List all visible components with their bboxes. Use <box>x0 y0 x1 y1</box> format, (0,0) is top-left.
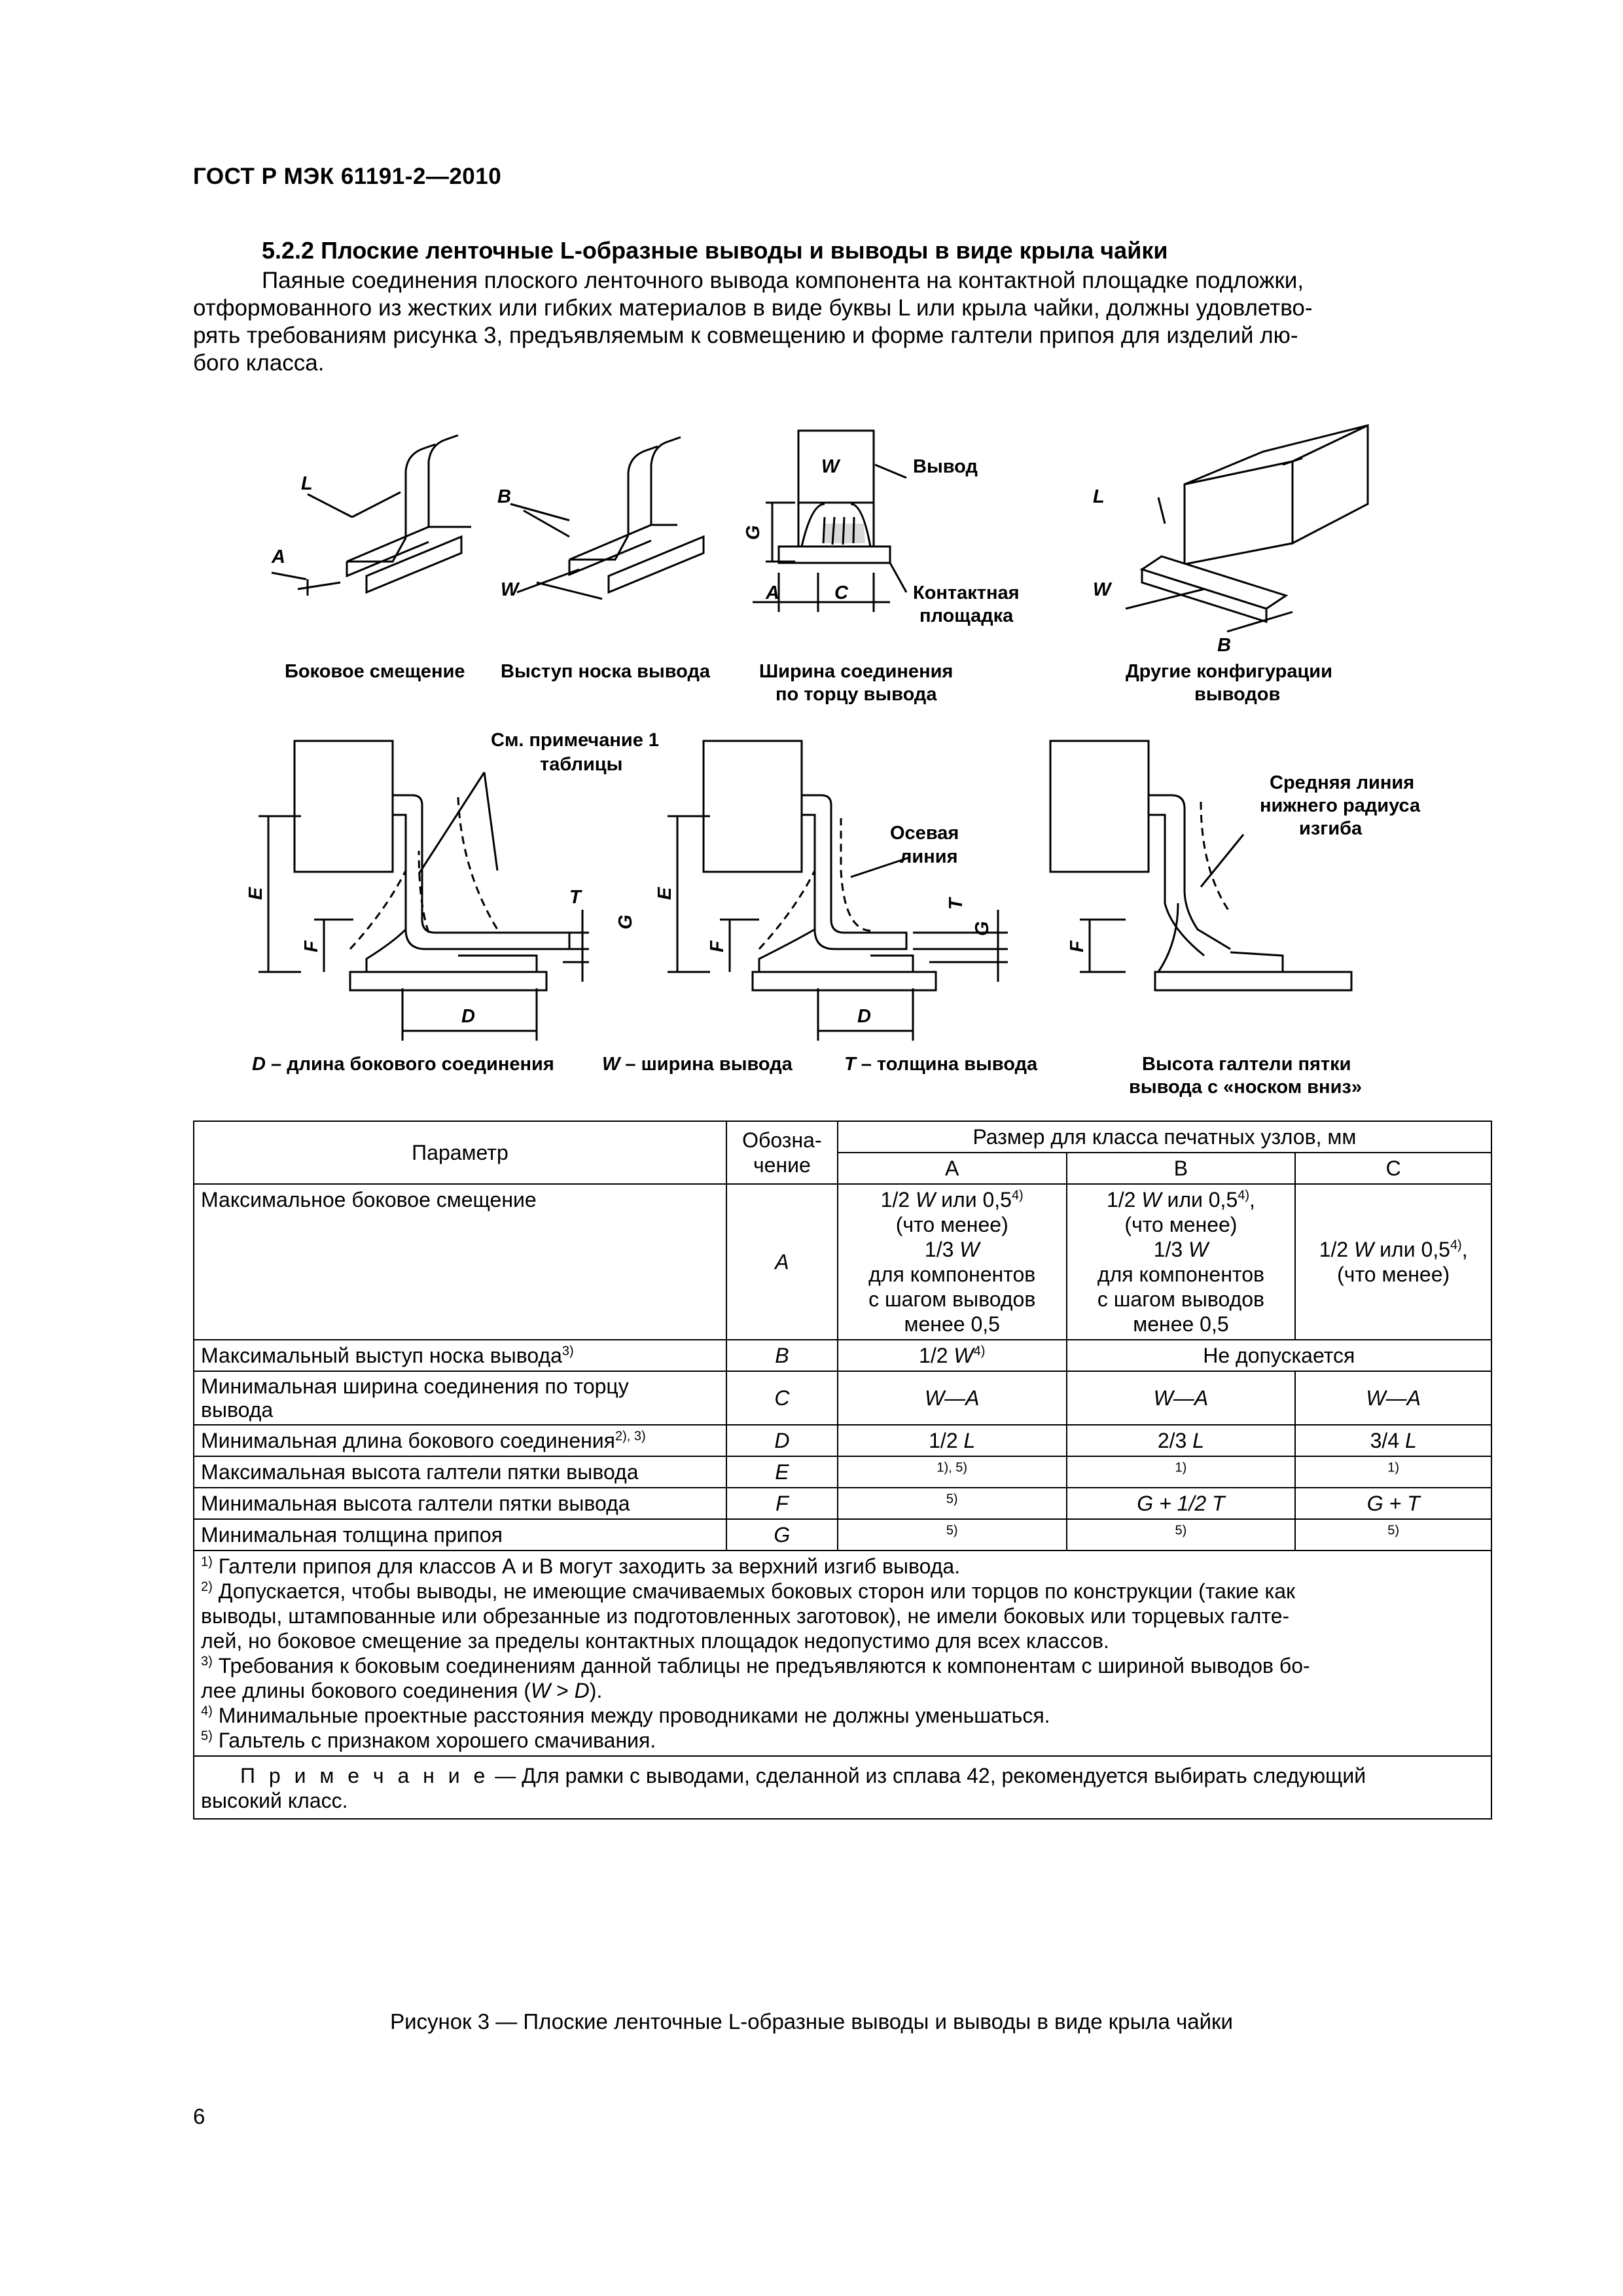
table-row <box>194 1456 1491 1488</box>
callout-see-note-line2: таблицы <box>540 754 623 775</box>
row-name: Минимальная ширина соединения по торцу вывода <box>194 1371 726 1425</box>
cell-class-c: 1/2 W или 0,5$^{4)}$, (что менее) <box>1295 1184 1491 1340</box>
cell-class-bc: Не допускается <box>1067 1340 1491 1371</box>
cell-class-a: 5) <box>838 1519 1067 1551</box>
cell-class-a: W—A <box>838 1371 1067 1425</box>
caption-end-width-line2: по торцу вывода <box>776 684 937 705</box>
callout-midline-line3: изгиба <box>1299 818 1363 839</box>
table-row <box>194 1519 1491 1551</box>
row-name: Минимальная длина бокового соединения$^{2), 3)}$ <box>194 1425 726 1456</box>
cell-class-a: 1/2 W или 0,5$^{4)}$ (что менее) 1/3 W для компонентов с шагом выводов менее 0,5 <box>838 1184 1067 1340</box>
cell-class-a: 1), 5) <box>838 1456 1067 1488</box>
note-label: П р и м е ч а н и е <box>240 1764 490 1787</box>
label-F-6: F <box>707 941 728 952</box>
footnote-3: $^{3)}$ Требования к боковым соединениям данной таблицы не предъявляются к компонентам с шириной выводов бо- лее длины бокового соединения (W > D). <box>201 1654 1310 1702</box>
row-symbol: G <box>726 1519 838 1551</box>
callout-pad-line1: Контактная <box>913 583 1020 603</box>
cell-class-c: 3/4 L <box>1295 1425 1491 1456</box>
label-F-7: F <box>1067 941 1088 952</box>
label-A-1: A <box>272 547 285 567</box>
label-B-2: B <box>497 486 511 507</box>
cell-class-b: G + 1/2 T <box>1067 1488 1296 1519</box>
header-symbol: Обозна- чение <box>726 1121 838 1184</box>
callout-pad-line2: площадка <box>919 605 1014 626</box>
row-name: Максимальный выступ носка вывода$^{3)}$ <box>194 1340 726 1371</box>
label-D-6: D <box>857 1006 871 1027</box>
label-G-6: G <box>972 921 993 936</box>
row-symbol: B <box>726 1340 838 1371</box>
cell-class-a: 5) <box>838 1488 1067 1519</box>
callout-see-note-line1: См. примечание 1 <box>491 730 660 751</box>
label-W-2: W <box>501 579 519 600</box>
callout-midline-line2: нижнего радиуса <box>1260 795 1421 816</box>
footnote-5: $^{5)}$ Гальтель с признаком хорошего смачивания. <box>201 1729 656 1752</box>
label-D-5: D <box>461 1006 475 1027</box>
callout-lead: Вывод <box>913 456 978 477</box>
page-number: 6 <box>193 2104 205 2128</box>
label-A-3: A <box>766 583 779 603</box>
table-row <box>194 1371 1491 1425</box>
row-symbol: E <box>726 1456 838 1488</box>
callout-axis-line2: линия <box>900 846 958 867</box>
cell-class-b: 5) <box>1067 1519 1296 1551</box>
caption-side-offset: Боковое смещение <box>285 661 465 682</box>
label-E-6: E <box>654 887 675 900</box>
label-L-1: L <box>301 473 313 494</box>
cell-class-b: 2/3 L <box>1067 1425 1296 1456</box>
figure-caption: Рисунок 3 — Плоские ленточные L-образные выводы и выводы в виде крыла чайки <box>390 2009 1233 2034</box>
label-B-4: B <box>1217 635 1231 656</box>
label-E-5: E <box>245 887 266 900</box>
header-size: Размер для класса печатных узлов, мм <box>838 1121 1491 1153</box>
cell-class-a: 1/2 L <box>838 1425 1067 1456</box>
header-class-b: B <box>1067 1153 1296 1184</box>
table-footnotes <box>194 1551 1491 1756</box>
row-symbol: F <box>726 1488 838 1519</box>
drawing-side-offset <box>272 435 471 596</box>
figure-3-drawings <box>0 0 1623 1121</box>
cell-class-b: 1) <box>1067 1456 1296 1488</box>
requirements-table <box>193 1121 1492 1820</box>
paragraph-line: Паяные соединения плоского ленточного вывода компонента на контактной площадке подложки, <box>262 268 1304 293</box>
label-W-4: W <box>1093 579 1111 600</box>
cell-class-b: 1/2 W или 0,5$^{4)}$, (что менее) 1/3 W для компонентов с шагом выводов менее 0,5 <box>1067 1184 1296 1340</box>
row-symbol: C <box>726 1371 838 1425</box>
footnote-1: $^{1)}$ Галтели припоя для классов А и В могут заходить за верхний изгиб вывода. <box>201 1554 961 1578</box>
drawing-heel-fillet-1 <box>259 741 589 1041</box>
legend-heel-line1: Высота галтели пятки <box>1142 1054 1351 1075</box>
footnote-2: $^{2)}$ Допускается, чтобы выводы, не имеющие смачиваемых боковых сторон или торцов по конструкции (такие как выводы, штампованные или обрезанные из подготовленных заготовок), не имели боковых или торцевых галте- лей, но боковое смещение за пределы контактных площадок недопустимо для всех классов. <box>201 1579 1295 1653</box>
label-T-5: T <box>569 887 581 908</box>
label-G-5: G <box>615 914 636 929</box>
legend-heel-line2: вывода с «носком вниз» <box>1129 1077 1362 1098</box>
table-row <box>194 1340 1491 1371</box>
label-G-3: G <box>743 525 764 540</box>
row-name: Максимальная высота галтели пятки вывода <box>194 1456 726 1488</box>
legend-W: W – ширина вывода <box>602 1054 793 1075</box>
caption-other-line1: Другие конфигурации <box>1126 661 1332 682</box>
header-parameter: Параметр <box>194 1121 726 1184</box>
legend-T: T – толщина вывода <box>844 1054 1038 1075</box>
legend-D: D – длина бокового соединения <box>252 1054 554 1075</box>
cell-class-c: 1) <box>1295 1456 1491 1488</box>
header-class-a: A <box>838 1153 1067 1184</box>
callout-midline-line1: Средняя линия <box>1270 772 1415 793</box>
row-name: Максимальное боковое смещение <box>194 1184 726 1340</box>
row-symbol: D <box>726 1425 838 1456</box>
label-L-4: L <box>1093 486 1105 507</box>
row-name: Минимальная высота галтели пятки вывода <box>194 1488 726 1519</box>
caption-toe-overhang: Выступ носка вывода <box>501 661 711 682</box>
paragraph-line: рять требованиям рисунка 3, предъявляемым к совмещению и форме галтели припоя для изделий лю- <box>193 323 1298 348</box>
header-class-c: C <box>1295 1153 1491 1184</box>
caption-other-line2: выводов <box>1194 684 1281 705</box>
label-W-3: W <box>821 456 840 477</box>
document-code: ГОСТ Р МЭК 61191-2—2010 <box>193 164 502 189</box>
cell-class-b: W—A <box>1067 1371 1296 1425</box>
label-T-6: T <box>946 898 967 910</box>
table-row <box>194 1184 1491 1340</box>
drawing-toe-overhang <box>510 437 704 599</box>
table-row <box>194 1425 1491 1456</box>
label-F-5: F <box>301 941 322 952</box>
table-note: П р и м е ч а н и е — Для рамки с выводами, сделанной из сплава 42, рекомендуется выбирать следующий высокий класс. <box>194 1756 1491 1819</box>
row-symbol: A <box>726 1184 838 1340</box>
drawing-heel-fillet-2 <box>668 741 1008 1041</box>
callout-axis-line1: Осевая <box>890 823 959 844</box>
paragraph-line: бого класса. <box>193 350 325 376</box>
cell-class-a: 1/2 $W^{4)}$ <box>838 1340 1067 1371</box>
table-row <box>194 1488 1491 1519</box>
drawing-other-configs <box>1126 425 1368 632</box>
cell-class-c: G + T <box>1295 1488 1491 1519</box>
paragraph-line: отформованного из жестких или гибких материалов в виде буквы L или крыла чайки, должны удовлетво- <box>193 295 1313 321</box>
cell-class-c: W—A <box>1295 1371 1491 1425</box>
footnote-4: $^{4)}$ Минимальные проектные расстояния между проводниками не должны уменьшаться. <box>201 1704 1050 1727</box>
section-title: 5.2.2 Плоские ленточные L-образные выводы и выводы в виде крыла чайки <box>262 237 1168 264</box>
row-name: Минимальная толщина припоя <box>194 1519 726 1551</box>
caption-end-width-line1: Ширина соединения <box>759 661 954 682</box>
label-C-3: C <box>834 583 848 603</box>
cell-class-c: 5) <box>1295 1519 1491 1551</box>
